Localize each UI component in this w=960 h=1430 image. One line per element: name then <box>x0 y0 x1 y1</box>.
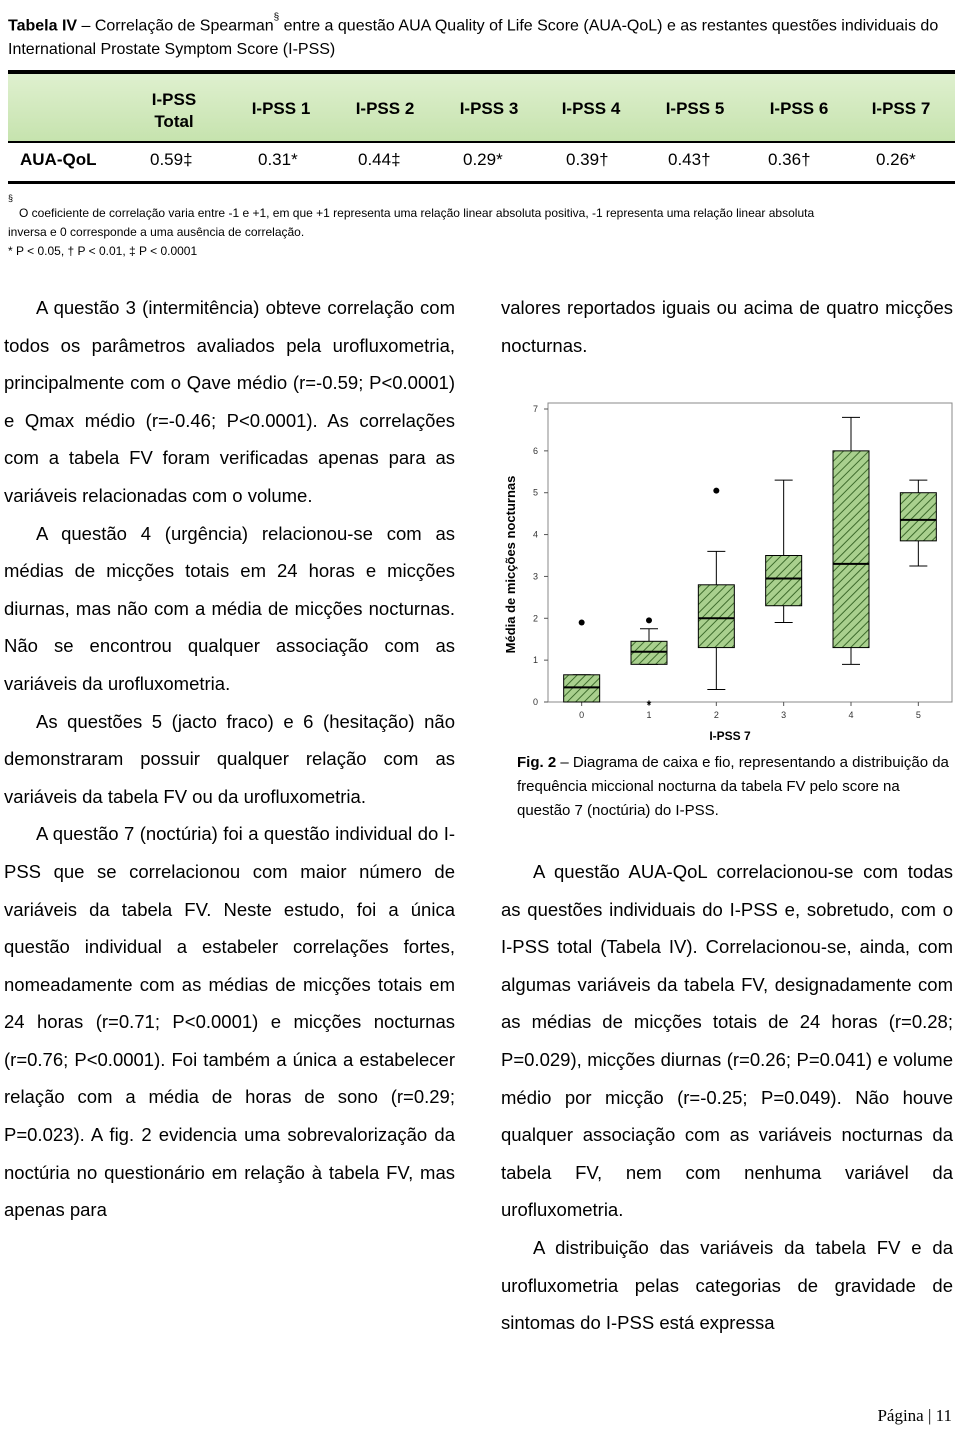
table-header-cell: I-PSS 7 <box>871 99 931 118</box>
table-header-cell: I-PSS 1 <box>251 99 311 118</box>
right-column-top <box>501 289 953 364</box>
paragraph: A questão 4 (urgência) relacionou-se com as médias de micções totais em 24 horas e micções diurnas, mas não com a média de micções nocturnas. Não se encontrou qualquer associação com as variáveis da urofluxometria. <box>4 522 455 694</box>
table-caption-text-rest: entre a questão AUA Quality of Life Score (AUA-QoL) e as restantes questões individuais do International Prostate Symptom Score (I-PSS) <box>8 17 939 59</box>
box <box>766 556 802 606</box>
right-column <box>501 853 953 1342</box>
table-cell: 0.26* <box>876 150 916 169</box>
page-label: Página | <box>877 1406 936 1425</box>
footnote-symbol: § <box>8 193 14 203</box>
box <box>900 493 936 541</box>
outlier-point <box>713 488 719 494</box>
y-tick-label: 2 <box>532 613 538 624</box>
table-header-row <box>8 70 955 141</box>
correlation-table <box>8 70 955 186</box>
table-cell: 0.59‡ <box>150 150 193 169</box>
figure-caption-label: Fig. 2 <box>517 754 557 771</box>
table-row-label: AUA-QoL <box>20 150 97 169</box>
paragraph: A questão 3 (intermitência) obteve correlação com todos os parâmetros avaliados pela urofluxometria, principalmente com o Qave médio (r=-0.59; P<0.0001) e Qmax médio (r=-0.46; P<0.0001). As correlações com a tabela FV foram verificadas apenas para as variáveis relacionadas com o volume. <box>4 297 455 506</box>
x-tick-label: 1 <box>646 710 652 720</box>
table-cell: 0.43† <box>668 150 711 169</box>
table-header-cell: I-PSS 5 <box>665 99 725 118</box>
outlier-point <box>579 619 585 625</box>
x-tick-label: 4 <box>848 710 854 720</box>
table-cell: 0.44‡ <box>358 150 401 169</box>
y-tick-label: 1 <box>532 655 538 666</box>
table-cell: 0.31* <box>258 150 298 169</box>
box-plot-chart <box>500 395 958 745</box>
table-header-cell: I-PSS 3 <box>459 99 519 118</box>
box <box>631 641 667 664</box>
table-header-cell: I-PSS Total <box>151 90 197 131</box>
y-tick-label: 6 <box>532 445 538 456</box>
footnote-line: O coeficiente de correlação varia entre -1 e +1, em que +1 representa uma relação linear absoluta positiva, -1 representa uma relação linear absoluta <box>19 206 815 220</box>
table-caption-label: Tabela IV <box>8 17 78 35</box>
y-tick-label: 3 <box>532 571 538 582</box>
table-cell: 0.36† <box>768 150 811 169</box>
page-number <box>877 1406 952 1426</box>
y-tick-label: 0 <box>532 697 538 707</box>
left-column <box>4 289 455 1229</box>
footnote-significance: * P < 0.05, † P < 0.01, ‡ P < 0.0001 <box>8 244 198 258</box>
table-caption <box>8 10 953 62</box>
x-tick-label: 2 <box>713 710 719 720</box>
page-number-value: 11 <box>935 1406 952 1425</box>
paragraph: A distribuição das variáveis da tabela FV e da urofluxometria pelas categorias de gravidade de sintomas do I-PSS está expressa <box>501 1236 953 1334</box>
table-header-cell: I-PSS 6 <box>769 99 829 118</box>
plot-frame <box>548 403 952 702</box>
x-axis-label: I-PSS 7 <box>709 729 751 743</box>
paragraph: valores reportados iguais ou acima de quatro micções nocturnas. <box>501 297 953 356</box>
y-axis-label: Média de micções nocturnas <box>503 475 518 654</box>
x-tick-label: 5 <box>915 710 921 720</box>
figure-caption <box>517 751 954 823</box>
box <box>698 585 734 648</box>
table-caption-text: – Correlação de Spearman <box>77 17 274 35</box>
y-tick-label: 4 <box>532 529 538 540</box>
footnote-line: inversa e 0 corresponde a uma ausência de correlação. <box>8 225 305 239</box>
paragraph: A questão 7 (noctúria) foi a questão individual do I-PSS que se correlacionou com maior número de variáveis da tabela FV. Neste estudo, foi a única questão individual a estabeler correlações fortes, nomeadamente com as médias de micções totais em 24 horas (r=0.71; P<0.0001) e micções nocturnas (r=0.76; P<0.0001). Foi também a única a estabelecer relação com a média de horas de sono (r=0.29; P=0.023). A fig. 2 evidencia uma sobrevalorização da noctúria no questionário em relação à tabela FV, mas apenas para <box>4 823 455 1221</box>
paragraph: A questão AUA-QoL correlacionou-se com todas as questões individuais do I-PSS e, sobretudo, com o I-PSS total (Tabela IV). Correlacionou-se, ainda, com algumas variáveis da tabela FV, designadamente com as médias de micções totais de 24 horas (r=0.28; P=0.029), micções diurnas (r=0.26; P=0.041) e volume médio por micção (r=-0.25; P=0.049). Não houve qualquer associação com as variáveis nocturnas da tabela FV, nem com nenhuma variável da urofluxometria. <box>501 861 953 1221</box>
x-tick-label: 0 <box>579 710 585 720</box>
figure-caption-text: – Diagrama de caixa e fio, representando a distribuição da frequência miccional nocturna da tabela FV pelo score na questão 7 (noctúria) do I-PSS. <box>517 754 949 819</box>
x-tick-label: 3 <box>781 710 787 720</box>
table-rule <box>8 141 955 143</box>
table-header-cell: I-PSS 2 <box>355 99 415 118</box>
y-tick-label: 5 <box>532 487 538 498</box>
y-tick-label: 7 <box>532 404 538 414</box>
table-cell: 0.39† <box>566 150 609 169</box>
section-symbol: § <box>273 12 280 23</box>
box <box>564 675 600 702</box>
table-cell: 0.29* <box>463 150 503 169</box>
table-rule <box>8 181 955 184</box>
box <box>833 451 869 648</box>
paragraph: As questões 5 (jacto fraco) e 6 (hesitação) não demonstraram possuir qualquer relação com as variáveis da tabela FV ou da urofluxometria. <box>4 710 455 807</box>
table-header-cell: I-PSS 4 <box>561 99 621 118</box>
extreme-point: * <box>646 698 652 713</box>
outlier-point <box>646 617 652 623</box>
